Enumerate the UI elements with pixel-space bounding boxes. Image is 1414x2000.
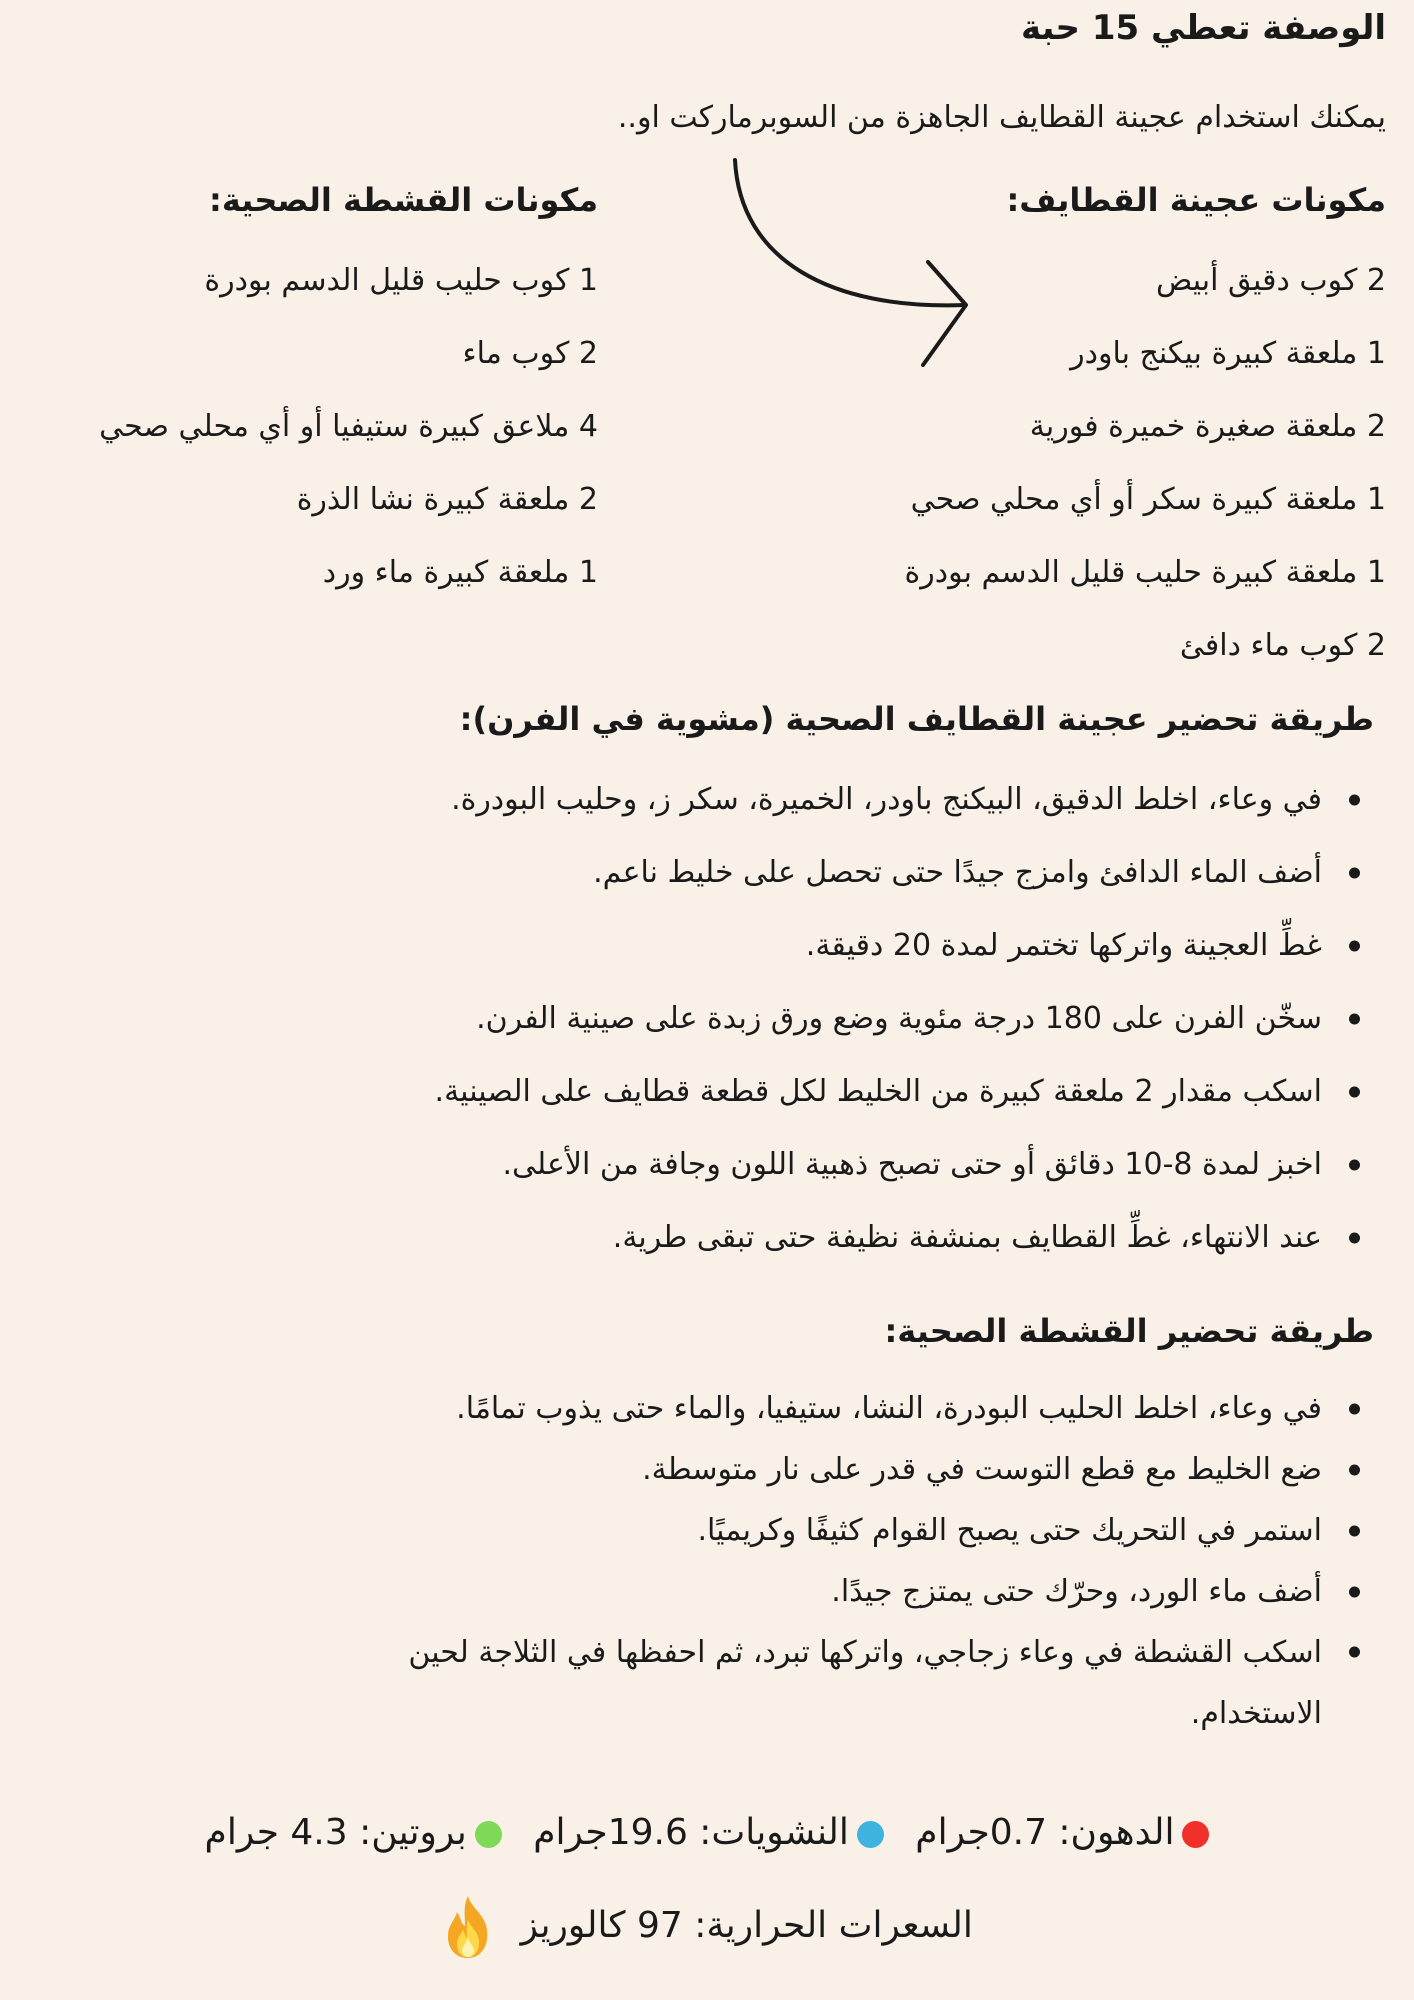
list-item: 4 ملاعق كبيرة ستيفيا أو أي محلي صحي	[99, 409, 598, 444]
list-item: 1 ملعقة كبيرة بيكنج باودر	[1070, 336, 1386, 371]
list-item: 1 ملعقة كبيرة حليب قليل الدسم بودرة	[904, 555, 1386, 590]
list-item: 2 ملعقة كبيرة نشا الذرة	[296, 482, 598, 517]
list-item: في وعاء، اخلط الحليب البودرة، النشا، ستيفيا، والماء حتى يذوب تمامًا.	[44, 1378, 1374, 1439]
list-item: 1 كوب حليب قليل الدسم بودرة	[204, 263, 598, 298]
fat-info	[915, 1812, 1209, 1853]
green-dot-icon	[475, 1821, 502, 1848]
list-item: أضف ماء الورد، وحرّك حتى يمتزج جيدًا.	[44, 1561, 1374, 1622]
protein-info	[205, 1812, 502, 1853]
list-item: عند الانتهاء، غطِّ القطايف بمنشفة نظيفة حتى تبقى طرية.	[44, 1201, 1374, 1274]
red-dot-icon	[1182, 1821, 1209, 1848]
list-item: 2 كوب ماء دافئ	[1179, 628, 1386, 663]
intro-text: يمكنك استخدام عجينة القطايف الجاهزة من السوبرماركت او..	[617, 100, 1386, 135]
list-item: 1 ملعقة كبيرة سكر أو أي محلي صحي	[910, 482, 1386, 517]
fire-icon	[441, 1894, 495, 1960]
dough-method-steps	[44, 763, 1374, 1274]
list-item: في وعاء، اخلط الدقيق، البيكنج باودر، الخميرة، سكر ز، وحليب البودرة.	[44, 763, 1374, 836]
list-item: 2 كوب ماء	[462, 336, 598, 371]
list-item: اسكب مقدار 2 ملعقة كبيرة من الخليط لكل قطعة قطايف على الصينية.	[44, 1055, 1374, 1128]
fat-value: الدهون: 0.7جرام	[915, 1812, 1175, 1853]
list-item: أضف الماء الدافئ وامزج جيدًا حتى تحصل على خليط ناعم.	[44, 836, 1374, 909]
cream-method-heading: طريقة تحضير القشطة الصحية:	[884, 1312, 1374, 1350]
carbs-info	[533, 1812, 884, 1853]
dough-ingredients	[826, 178, 1386, 682]
list-item: اخبز لمدة 8-10 دقائق أو حتى تصبح ذهبية اللون وجافة من الأعلى.	[44, 1128, 1374, 1201]
nutrition-facts	[0, 1812, 1414, 1853]
list-item: اسكب القشطة في وعاء زجاجي، واتركها تبرد، ثم احفظها في الثلاجة لحين الاستخدام.	[322, 1622, 1374, 1744]
list-item: 2 ملعقة صغيرة خميرة فورية	[1029, 409, 1386, 444]
list-item: سخّن الفرن على 180 درجة مئوية وضع ورق زبدة على صينية الفرن.	[44, 982, 1374, 1055]
calories-info	[0, 1894, 1414, 1960]
dough-ingredients-heading: مكونات عجينة القطايف:	[1006, 181, 1386, 219]
dough-method-heading: طريقة تحضير عجينة القطايف الصحية (مشوية في الفرن):	[459, 700, 1374, 738]
cream-method-steps	[44, 1378, 1374, 1744]
calories-value: السعرات الحرارية: 97 كالوريز	[520, 1905, 973, 1946]
cream-ingredients-heading: مكونات القشطة الصحية:	[209, 181, 598, 219]
list-item: استمر في التحريك حتى يصبح القوام كثيفًا وكريميًا.	[44, 1500, 1374, 1561]
list-item: غطِّ العجينة واتركها تختمر لمدة 20 دقيقة.	[44, 909, 1374, 982]
carbs-value: النشويات: 19.6جرام	[533, 1812, 849, 1853]
blue-dot-icon	[857, 1821, 884, 1848]
protein-value: بروتين: 4.3 جرام	[204, 1812, 467, 1853]
list-item: 1 ملعقة كبيرة ماء ورد	[322, 555, 598, 590]
list-item: ضع الخليط مع قطع التوست في قدر على نار متوسطة.	[44, 1439, 1374, 1500]
recipe-yield-title: الوصفة تعطي 15 حبة	[1020, 8, 1386, 48]
list-item: 2 كوب دقيق أبيض	[1156, 263, 1386, 298]
cream-ingredients	[38, 178, 598, 609]
